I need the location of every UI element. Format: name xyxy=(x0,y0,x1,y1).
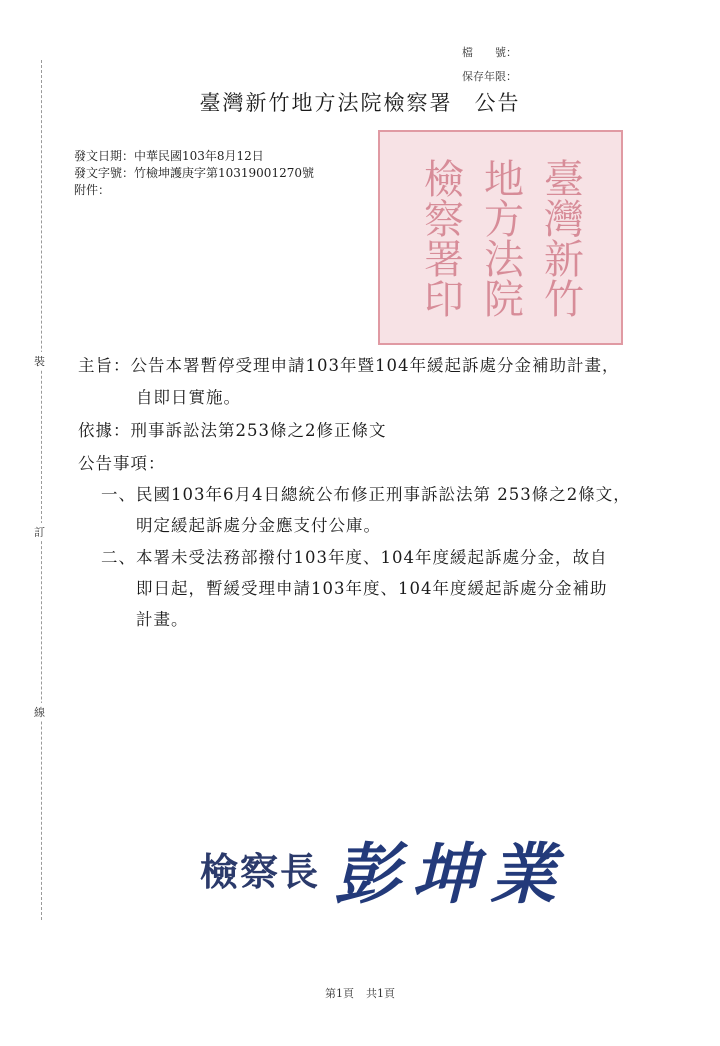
seal-char: 印 xyxy=(424,277,464,323)
page-number: 第1頁 xyxy=(325,987,354,1000)
official-seal xyxy=(378,130,623,345)
seal-char: 灣 xyxy=(544,197,584,243)
document-title xyxy=(0,87,720,117)
item-2-line-2: 即日起，暫緩受理申請103年度、104年度緩起訴處分金補助 xyxy=(136,579,608,598)
basis-line: 依據：刑事訴訟法第253條之2修正條文 xyxy=(78,421,387,440)
seal-column-1 xyxy=(540,157,588,323)
binding-mark-middle: 訂 xyxy=(34,523,45,541)
page-total: 共1頁 xyxy=(366,987,395,1000)
file-number-label: 檔 號： xyxy=(462,46,517,59)
agency-name: 臺灣新竹地方法院檢察署 xyxy=(199,91,453,115)
seal-char: 地 xyxy=(484,157,524,203)
seal-characters xyxy=(420,157,588,323)
seal-column-3 xyxy=(420,157,468,323)
seal-char: 署 xyxy=(424,237,464,283)
issue-date: 發文日期：中華民國103年8月12日 xyxy=(74,149,264,163)
subject-line-2: 自即日實施。 xyxy=(136,388,241,407)
item-2-line-1: 二、本署未受法務部撥付103年度、104年度緩起訴處分金，故自 xyxy=(101,548,608,567)
binding-mark-top: 裝 xyxy=(34,352,45,370)
seal-char: 檢 xyxy=(424,157,464,203)
binding-mark-bottom: 線 xyxy=(34,703,45,721)
seal-char: 方 xyxy=(484,197,524,243)
seal-column-2 xyxy=(480,157,528,323)
signature-stamp xyxy=(200,818,568,918)
seal-char: 法 xyxy=(484,237,524,283)
binding-line xyxy=(41,60,42,920)
seal-char: 臺 xyxy=(544,157,584,203)
page-footer xyxy=(0,985,720,1001)
seal-char: 院 xyxy=(484,277,524,323)
seal-char: 竹 xyxy=(544,277,584,323)
seal-char: 察 xyxy=(424,197,464,243)
retention-label: 保存年限： xyxy=(462,70,517,83)
signature-title: 檢察長 xyxy=(200,848,321,894)
item-1-line-2: 明定緩起訴處分金應支付公庫。 xyxy=(136,516,381,535)
subject-line-1: 主旨：公告本署暫停受理申請103年暨104年緩起訴處分金補助計畫， xyxy=(78,356,620,375)
seal-char: 新 xyxy=(544,237,584,283)
attachment-label: 附件： xyxy=(74,183,111,197)
items-heading: 公告事項： xyxy=(78,454,166,473)
signature-name: 彭坤業 xyxy=(334,834,569,913)
item-1-line-1: 一、民國103年6月4日總統公布修正刑事訴訟法第 253條之2條文， xyxy=(101,485,631,504)
document-number: 發文字號：竹檢坤護庚字第10319001270號 xyxy=(74,166,314,180)
item-2-line-3: 計畫。 xyxy=(136,610,189,629)
document-type: 公告 xyxy=(474,91,521,115)
